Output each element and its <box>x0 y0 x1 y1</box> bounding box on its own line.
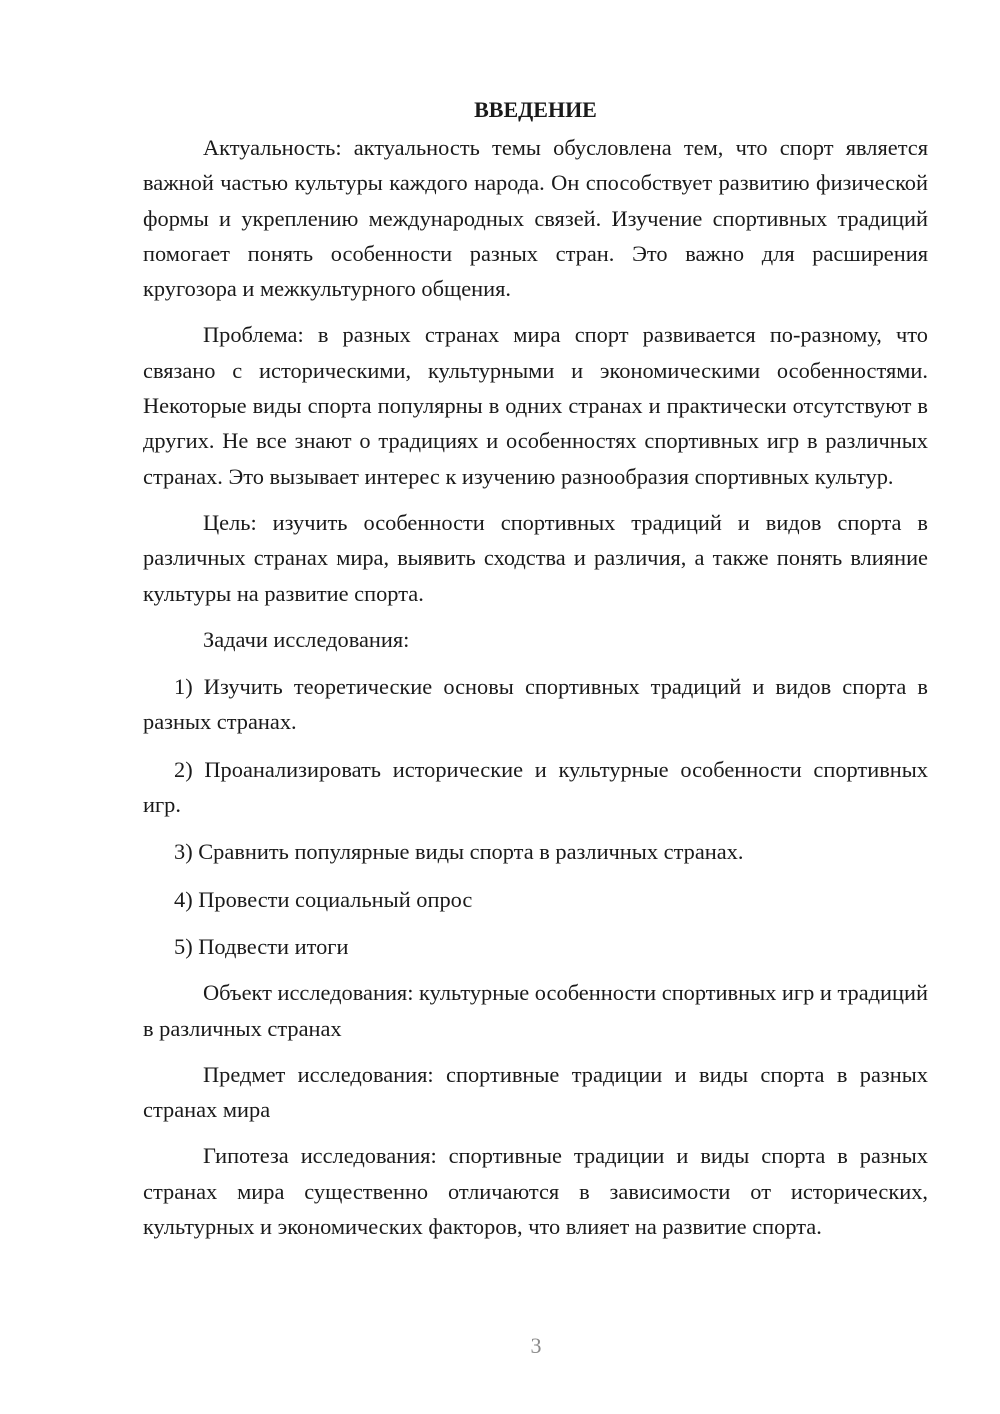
goal-paragraph: Цель: изучить особенности спортивных традиций и видов спорта в различных странах мира, выявить сходства и различия, а также понять влияние культуры на развитие спорта. <box>143 509 928 606</box>
subject-paragraph: Предмет исследования: спортивные традиции и виды спорта в разных странах мира <box>143 1061 928 1123</box>
hypothesis-paragraph: Гипотеза исследования: спортивные традиции и виды спорта в разных странах мира существенно отличаются в зависимости от исторических, культурных и экономических факторов, что влияет на развитие спорта. <box>143 1143 928 1240</box>
task-item-3: 3) Сравнить популярные виды спорта в различных странах. <box>174 839 744 865</box>
relevance-paragraph: Актуальность: актуальность темы обусловлена тем, что спорт является важной частью культуры каждого народа. Он способствует развитию физической формы и укреплению международных связей. Изучение спортивных традиций помогает понять особенности разных стран. Это важно для расширения кругозора и межкультурного общения. <box>143 135 928 302</box>
document-body <box>143 92 928 1244</box>
tasks-heading: Задачи исследования: <box>203 626 410 652</box>
task-item-4: 4) Провести социальный опрос <box>174 886 473 912</box>
task-item-1: 1) Изучить теоретические основы спортивных традиций и видов спорта в разных странах. <box>143 674 928 735</box>
object-paragraph: Объект исследования: культурные особенности спортивных игр и традиций в различных странах <box>143 980 928 1041</box>
task-item-2: 2) Проанализировать исторические и культурные особенности спортивных игр. <box>143 756 928 818</box>
section-title: ВВЕДЕНИЕ <box>474 97 597 122</box>
task-item-5: 5) Подвести итоги <box>174 933 349 959</box>
page-number: 3 <box>530 1333 542 1358</box>
problem-paragraph: Проблема: в разных странах мира спорт развивается по-разному, что связано с историческими, культурными и экономическими особенностями. Некоторые виды спорта популярны в одних странах и практически отсутствуют в других. Не все знают о традициях и особенностях спортивных игр в различных странах. Это вызывает интерес к изучению разнообразия спортивных культур. <box>143 322 928 489</box>
